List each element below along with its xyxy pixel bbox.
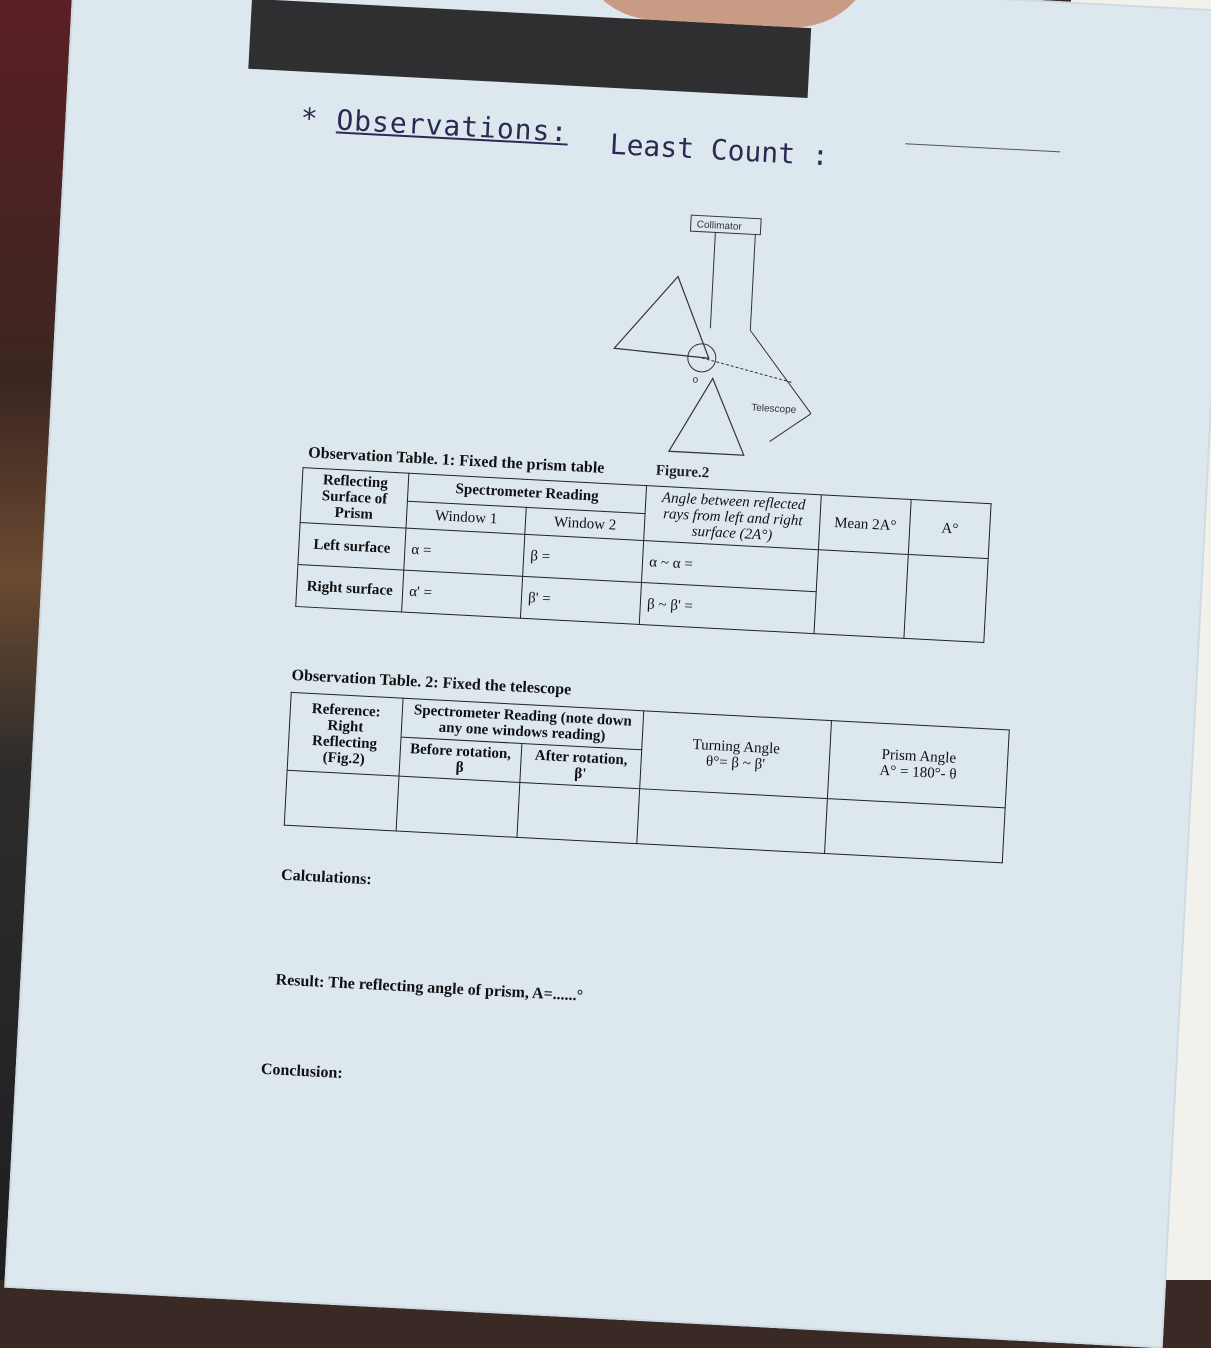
header-prism bbox=[828, 721, 1010, 808]
telescope-label: Telescope bbox=[750, 402, 797, 416]
turning-formula: θ°= β ~ β' bbox=[705, 753, 766, 773]
header-reference: Reference: Right Reflecting (Fig.2) bbox=[287, 692, 403, 776]
row-w2: β' = bbox=[521, 576, 642, 624]
row-w2: β = bbox=[523, 534, 644, 582]
figure-caption: Figure.2 bbox=[655, 462, 710, 482]
conclusion-label: Conclusion: bbox=[260, 1060, 344, 1083]
least-count-label: Least Count : bbox=[608, 127, 830, 173]
header-angle: Angle between reflected rays from left and right surface (2A°) bbox=[644, 486, 822, 550]
mean-cell bbox=[814, 550, 908, 639]
header-window1: Window 1 bbox=[406, 501, 526, 535]
collimator-ray-right bbox=[750, 235, 755, 331]
header-a: A° bbox=[909, 500, 991, 559]
telescope-ray bbox=[746, 330, 815, 413]
collimator-label: Collimator bbox=[696, 219, 742, 233]
collimator-ray-left bbox=[710, 232, 715, 328]
prism-left bbox=[614, 273, 713, 358]
observations-label: Observations: bbox=[335, 103, 570, 149]
table2-title: Observation Table. 2: Fixed the telescope bbox=[291, 666, 572, 699]
row-w1: α' = bbox=[402, 570, 523, 618]
turning-label: Turning Angle bbox=[692, 736, 781, 757]
header-spectrometer: Spectrometer Reading (note down any one windows reading) bbox=[401, 698, 644, 750]
worksheet-page bbox=[4, 0, 1211, 1348]
row-surface: Left surface bbox=[298, 523, 406, 570]
header-window2: Window 2 bbox=[525, 507, 645, 541]
a-cell bbox=[904, 554, 988, 642]
empty-cell bbox=[396, 776, 520, 837]
prism-diagram bbox=[568, 201, 822, 483]
empty-cell bbox=[517, 782, 641, 843]
row-surface: Right surface bbox=[296, 565, 404, 612]
header-turning bbox=[640, 711, 832, 799]
prism-label: Prism Angle bbox=[881, 746, 957, 767]
header-spectrometer: Spectrometer Reading bbox=[407, 473, 646, 513]
header-mean: Mean 2A° bbox=[819, 495, 912, 555]
telescope-tube bbox=[770, 412, 812, 444]
empty-cell bbox=[825, 799, 1005, 863]
prism-bottom bbox=[669, 376, 748, 455]
table1-title: Observation Table. 1: Fixed the prism table bbox=[307, 444, 605, 477]
row-angle: β ~ β' = bbox=[639, 583, 816, 634]
header-surface: Reflecting Surface of Prism bbox=[300, 468, 409, 528]
bullet: * bbox=[299, 101, 320, 136]
least-count-blank bbox=[905, 143, 1060, 152]
row-w1: α = bbox=[404, 528, 525, 576]
center-label: o bbox=[692, 374, 699, 386]
result-line: Result: The reflecting angle of prism, A=......° bbox=[275, 971, 584, 1005]
observation-table-2 bbox=[284, 692, 1010, 863]
observation-table-1 bbox=[295, 467, 991, 643]
empty-cell bbox=[637, 789, 827, 854]
calculations-label: Calculations: bbox=[280, 866, 373, 889]
prism-formula: A° = 180°- θ bbox=[879, 762, 957, 783]
header-after: After rotation, β' bbox=[519, 743, 642, 788]
row-angle: α ~ α = bbox=[642, 541, 819, 592]
header-before: Before rotation, β bbox=[399, 737, 522, 782]
observations-heading bbox=[300, 102, 569, 149]
empty-cell bbox=[284, 770, 398, 831]
